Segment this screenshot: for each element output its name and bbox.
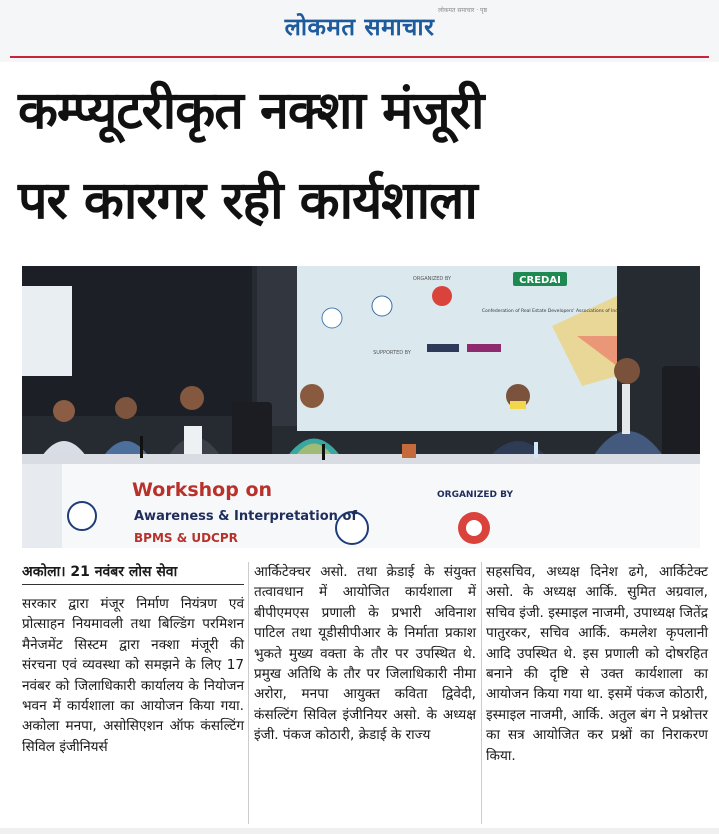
masthead-note: लोकमत समाचार · पृष्ठ	[438, 7, 487, 14]
screen-supported: SUPPORTED BY	[373, 350, 411, 356]
article-column-2: आर्किटेक्चर असो. तथा क्रेडाई के संयुक्त तत्वावधान में आयोजित कार्यशाला में बीपीएमएस प्रणाली के प्रभारी अविनाश पाटिल तथा यूडीसीपीआर के निर्माता प्रकाश भुकते मुख्य वक्ता के तौर पर उपस्थित थे. प्रमुख अतिथि के तौर पर जिलाधिकारी नीमा अरोरा, मनपा आयुक्त कविता द्विवेदी, कंसल्टिंग सिविल इंजीनियर असो. के अध्यक्ष इंजी. पंकज कोठारी, क्रेडाई के राज्य	[254, 564, 476, 744]
photo-illustration	[22, 266, 700, 548]
banner-title: Workshop on	[132, 479, 273, 501]
dateline-divider	[22, 584, 244, 585]
banner-subtitle-2: BPMS & UDCPR	[134, 531, 238, 545]
banner-organized-by: ORGANIZED BY	[437, 490, 513, 500]
masthead	[0, 0, 719, 62]
dateline: अकोला। 21 नवंबर लोस सेवा	[22, 564, 178, 580]
column-divider-1	[248, 562, 249, 824]
newspaper-title: लोकमत समाचार	[284, 13, 435, 41]
page-footer-strip	[0, 828, 719, 834]
screen-organized: ORGANIZED BY	[412, 276, 452, 282]
article-column-1: सरकार द्वारा मंजूर निर्माण नियंत्रण एवं प्रोत्साहन नियमावली तथा बिल्डिंग परमिशन मैनेजमेंट सिस्टम द्वारा नक्शा मंजूरी की संरचना एवं व्यवस्था को समझने के लिए 17 नवंबर को जिलाधिकारी कार्यालय के नियोजन भवन में कार्यशाला का आयोजन किया गया. अकोला मनपा, असोसिएशन ऑफ कंसल्टिंग सिविल इंजीनियर्स	[22, 596, 244, 755]
screen-logo: CREDAI	[519, 275, 561, 286]
headline-line-2: पर कारगर रही कार्यशाला	[18, 171, 477, 231]
screen-caption: Confederation of Real Estate Developers' Associations of India	[481, 309, 623, 314]
masthead-divider	[10, 56, 709, 58]
column-divider-2	[481, 562, 482, 824]
banner-subtitle: Awareness & Interpretation of	[134, 509, 358, 524]
news-photo	[22, 266, 700, 548]
headline-line-1: कम्प्यूटरीकृत नक्शा मंजूरी	[18, 81, 484, 141]
article-column-3: सहसचिव, अध्यक्ष दिनेश ढगे, आर्किटेक्ट असो. के अध्यक्ष आर्कि. सुमित अग्रवाल, सचिव इंजी. इस्माइल नाजमी, उपाध्यक्ष जितेंद्र पातुरकर, सचिव आर्कि. कमलेश कृपलानी आदि उपस्थित थे. इस प्रणाली को दोषरहित बनाने की दृष्टि से उक्त कार्यशाला का आयोजन किया गया था. इसमें पंकज कोठारी, इस्माइल नाजमी, आर्कि. अतुल बंग ने प्रश्नोत्तर का सत्र आयोजित कर प्रश्नों का निराकरण किया.	[486, 564, 708, 764]
